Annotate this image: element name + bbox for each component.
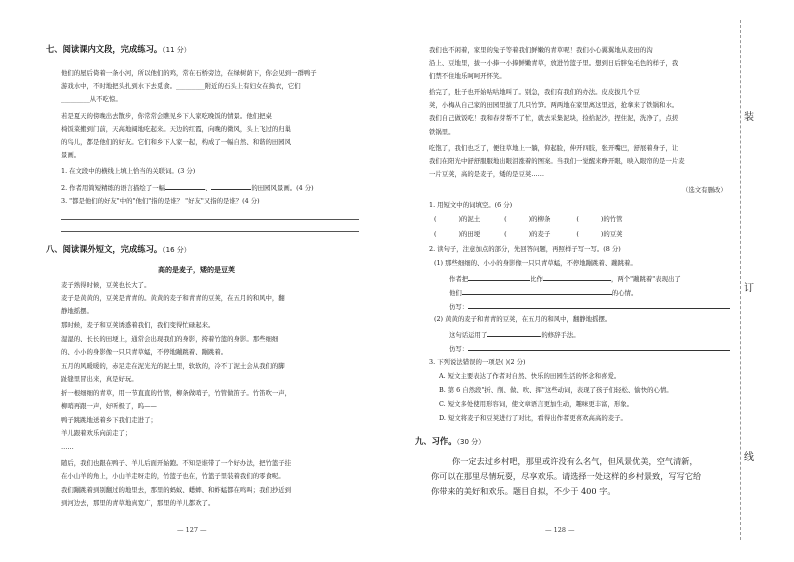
passage-line: 的鸟儿，都是他们的好友。它们和乡下人家一起，构成了一幅自然、和谐的田园风	[61, 138, 292, 146]
story-line: 到河边去，那里的青草地真宽广，那里的羊儿都欢了。	[61, 499, 215, 507]
passage-line: _________从不吃惊。	[61, 95, 122, 103]
story-line: 吃饱了，我们也乏了，便往草地上一躺，仰起脸，伸开四肢，张开嘴巴，舒展着身子，让	[429, 144, 679, 152]
page-number: — 128 —	[545, 526, 575, 534]
fill-row: ( )的田埂 ( )的麦子 ( )的豆荚	[434, 230, 623, 238]
binding-label: 线	[744, 452, 754, 463]
answer-blank[interactable]	[468, 301, 730, 309]
sentence-1: (1) 那些细细的、小小的身影像一只只青草蜢，不停地蹦跳着、蹦跳着。	[434, 259, 637, 267]
essay-prompt-line: 你可以在那里尽情玩耍，尽享欢乐。请选择一处这样的乡村景致，写写它给	[431, 471, 702, 481]
story-line: 那时候，麦子和豆荚诱惑着我们，我们变得忙碌起来。	[61, 321, 215, 329]
question-2: 2. 读句子，注意加点的部分，先回答问题，再照样子写一写。(8 分)	[429, 245, 621, 253]
story-line: 荚，小梅从自己家的田园里拔了几只竹笋。两两地在家里离这里远，抢拿来了铁锅和水。	[429, 101, 679, 109]
story-title: 高的是麦子，矮的是豆荚	[158, 266, 235, 274]
answer-blank[interactable]	[468, 273, 530, 281]
passage-line: 游戏水中，不时地把头扎到水下去觅食。_________附近的石头上有妇女在捣衣，它们	[61, 82, 301, 90]
answer-blank[interactable]	[468, 343, 730, 351]
binding-line	[740, 20, 741, 540]
story-line: 沿上、豆地里，拔一小捧一小捧鲜嫩青草，放进竹篮子里。想到日后胖兔毛色的样子，我	[429, 59, 679, 67]
passage-line: 椅饭菜搬到门前，天高地阔地吃起来。天边的红霞，向晚的微风，头上飞过的归巢	[61, 125, 292, 133]
answer-blank[interactable]	[462, 287, 612, 295]
story-line: 五月的风暖暖的，赤足走在泥光光的泥土里，软软的，冷不丁泥土会从我们的脚	[61, 362, 285, 370]
answer-blank[interactable]	[211, 182, 251, 190]
q2-1-answer-cont: 他们 的心情。	[449, 289, 638, 297]
question-1: 1. 用短文中的词填空。(6 分)	[429, 201, 513, 209]
story-line: 趾缝里冒出来，真是好玩。	[61, 375, 138, 383]
story-line: 羊儿跟着欢乐向前走了；	[61, 429, 132, 437]
story-line: 我们自己做饭吃！我和春芽帮不了忙，就去采集泥块，捡拾泥沙，捏住泥，洗净了，点搓	[429, 114, 679, 122]
binding-label: 装	[744, 112, 754, 123]
story-line: 的、小小的身影像一只只青草蜢，不停地蹦跳着、蹦跳着。	[61, 348, 228, 356]
story-line: 麦子是黄黄的，豆荚是青青的。黄黄的麦子和青青的豆荚，在五月的和风中，翻	[61, 294, 285, 302]
essay-prompt-line: 你一定去过乡村吧，那里或许没有么名气，但风景优美，空气清新，	[452, 456, 698, 466]
fill-row: ( )的泥土 ( )的柳条 ( )的竹管	[434, 215, 623, 223]
q2-2-answer: 这句话运用了 的修辞手法。	[449, 331, 580, 339]
imitate-line: 仿写：	[449, 301, 730, 312]
page-number: — 127 —	[177, 526, 207, 534]
option-a[interactable]: A. 短文主要表达了作者对自然、快乐的田园生活的怀念和喜爱。	[439, 372, 621, 380]
passage-line: 若是夏天的傍晚出去散步，你常常会瞧见乡下人家吃晚饭的情景。他们把桌	[61, 112, 272, 120]
story-line: 随后，我们也跟在鸭子、羊儿后面开始跑。不知是谁带了一个好办法，把竹篮子挂	[61, 459, 292, 467]
story-line: 拾完了，肚子也开始咕咕地叫了。别急，我们有我们的办法。皮皮拔几个豆	[429, 88, 640, 96]
story-line: ……	[61, 443, 74, 451]
source-note: （选文有删改）	[682, 186, 727, 194]
answer-line[interactable]	[61, 219, 359, 220]
binding-label: 订	[744, 283, 754, 294]
answer-blank[interactable]	[165, 182, 205, 190]
question-2: 2. 作者用简短精练的语言描绘了一幅 、 的田园风景画。(4 分)	[61, 184, 314, 192]
story-line: 在小山羊的角上，小山羊走呀走的，竹篮子也在，竹篮子里装着我们的零食呢。	[61, 472, 285, 480]
story-line: 一片豆荚，高的是麦子，矮的是豆荚……	[429, 170, 545, 178]
story-line: 鸭子跳跳地送着乡下我们走进了；	[61, 416, 157, 424]
option-d[interactable]: D. 短文将麦子和豆荚进行了对比，看得出作者更喜欢高高的麦子。	[439, 414, 627, 422]
passage-line: 他们的屋后倚着一条小河，所以他们的鸡，常在石桥旁边，在绿树荫下，你会见到一群鸭子	[61, 69, 317, 77]
q2-1-answer: 作者把 比作 ，两个"蹦跳着"表现出了	[449, 275, 681, 283]
question-3: 3. 下列说法错误的一项是( )(2 分)	[429, 358, 526, 366]
question-1: 1. 在文段中的横线上填上恰当的关联词。(3 分)	[61, 167, 196, 175]
sentence-2: (2) 黄黄的麦子和青青的豆荚，在五月的和风中，翻静地摇摆。	[434, 315, 612, 323]
passage-line: 景画。	[61, 151, 81, 159]
answer-blank[interactable]	[487, 329, 541, 337]
story-line: 们禁不住地乐呵呵开怀笑。	[429, 72, 506, 80]
option-c[interactable]: C. 短文多处使用形容词，使文章语言更加生动，趣味更丰富，形象。	[439, 400, 634, 408]
essay-prompt-line: 你带来的美好和欢乐。题目自拟，不少于 400 字。	[431, 486, 616, 496]
story-line: 麦子熟得时候，豆荚也长大了。	[61, 281, 151, 289]
right-page	[397, 0, 794, 562]
story-line: 铁锅里。	[429, 128, 455, 136]
question-3: 3. "都是他们的好友"中的"他们"指的是谁？ "好友"又指的是谁？(4 分)	[61, 197, 260, 205]
answer-blank[interactable]	[543, 273, 611, 281]
story-line: 湿湿的、长长的田埂上，通常会出现我们的身影，挎着竹篮的身影。那些细细	[61, 335, 279, 343]
section-8-heading: 八、阅读课外短文，完成练习。（16 分）	[46, 244, 191, 254]
section-9-heading: 九、习作。（30 分）	[415, 436, 486, 446]
option-b[interactable]: B. 第 6 自然段"折、削、做、吹、挥"这些动词，表现了孩子们轻松、愉快的心情。	[439, 386, 673, 394]
imitate-line: 仿写：	[449, 343, 730, 354]
answer-line[interactable]	[61, 231, 359, 232]
story-line: 我们也不闲着，家里的兔子等着我们鲜嫩的青草呢！我们小心翼翼地从麦田的沟	[429, 46, 653, 54]
story-line: 我们在阳光中舒舒服服地出眼泪涨着的图案。当我们一觉醒来睁开眼，映入眼帘的是一片麦	[429, 157, 685, 165]
story-line: 折一根细细的青草，用一节直直的竹管，柳条做哨子，竹管做笛子。竹笛吹一声，	[61, 389, 292, 397]
story-line: 我们蹦跳着到别翻过的地里去，那里的蚂蚁、蟋蟀、和蚱蜢都在鸣叫；我们抄近到	[61, 486, 292, 494]
section-7-heading: 七、阅读课内文段，完成练习。（11 分）	[46, 44, 191, 54]
story-line: 柳哨再跟一声，好听极了，呜——	[61, 402, 157, 410]
story-line: 静地摇摆。	[61, 307, 93, 315]
